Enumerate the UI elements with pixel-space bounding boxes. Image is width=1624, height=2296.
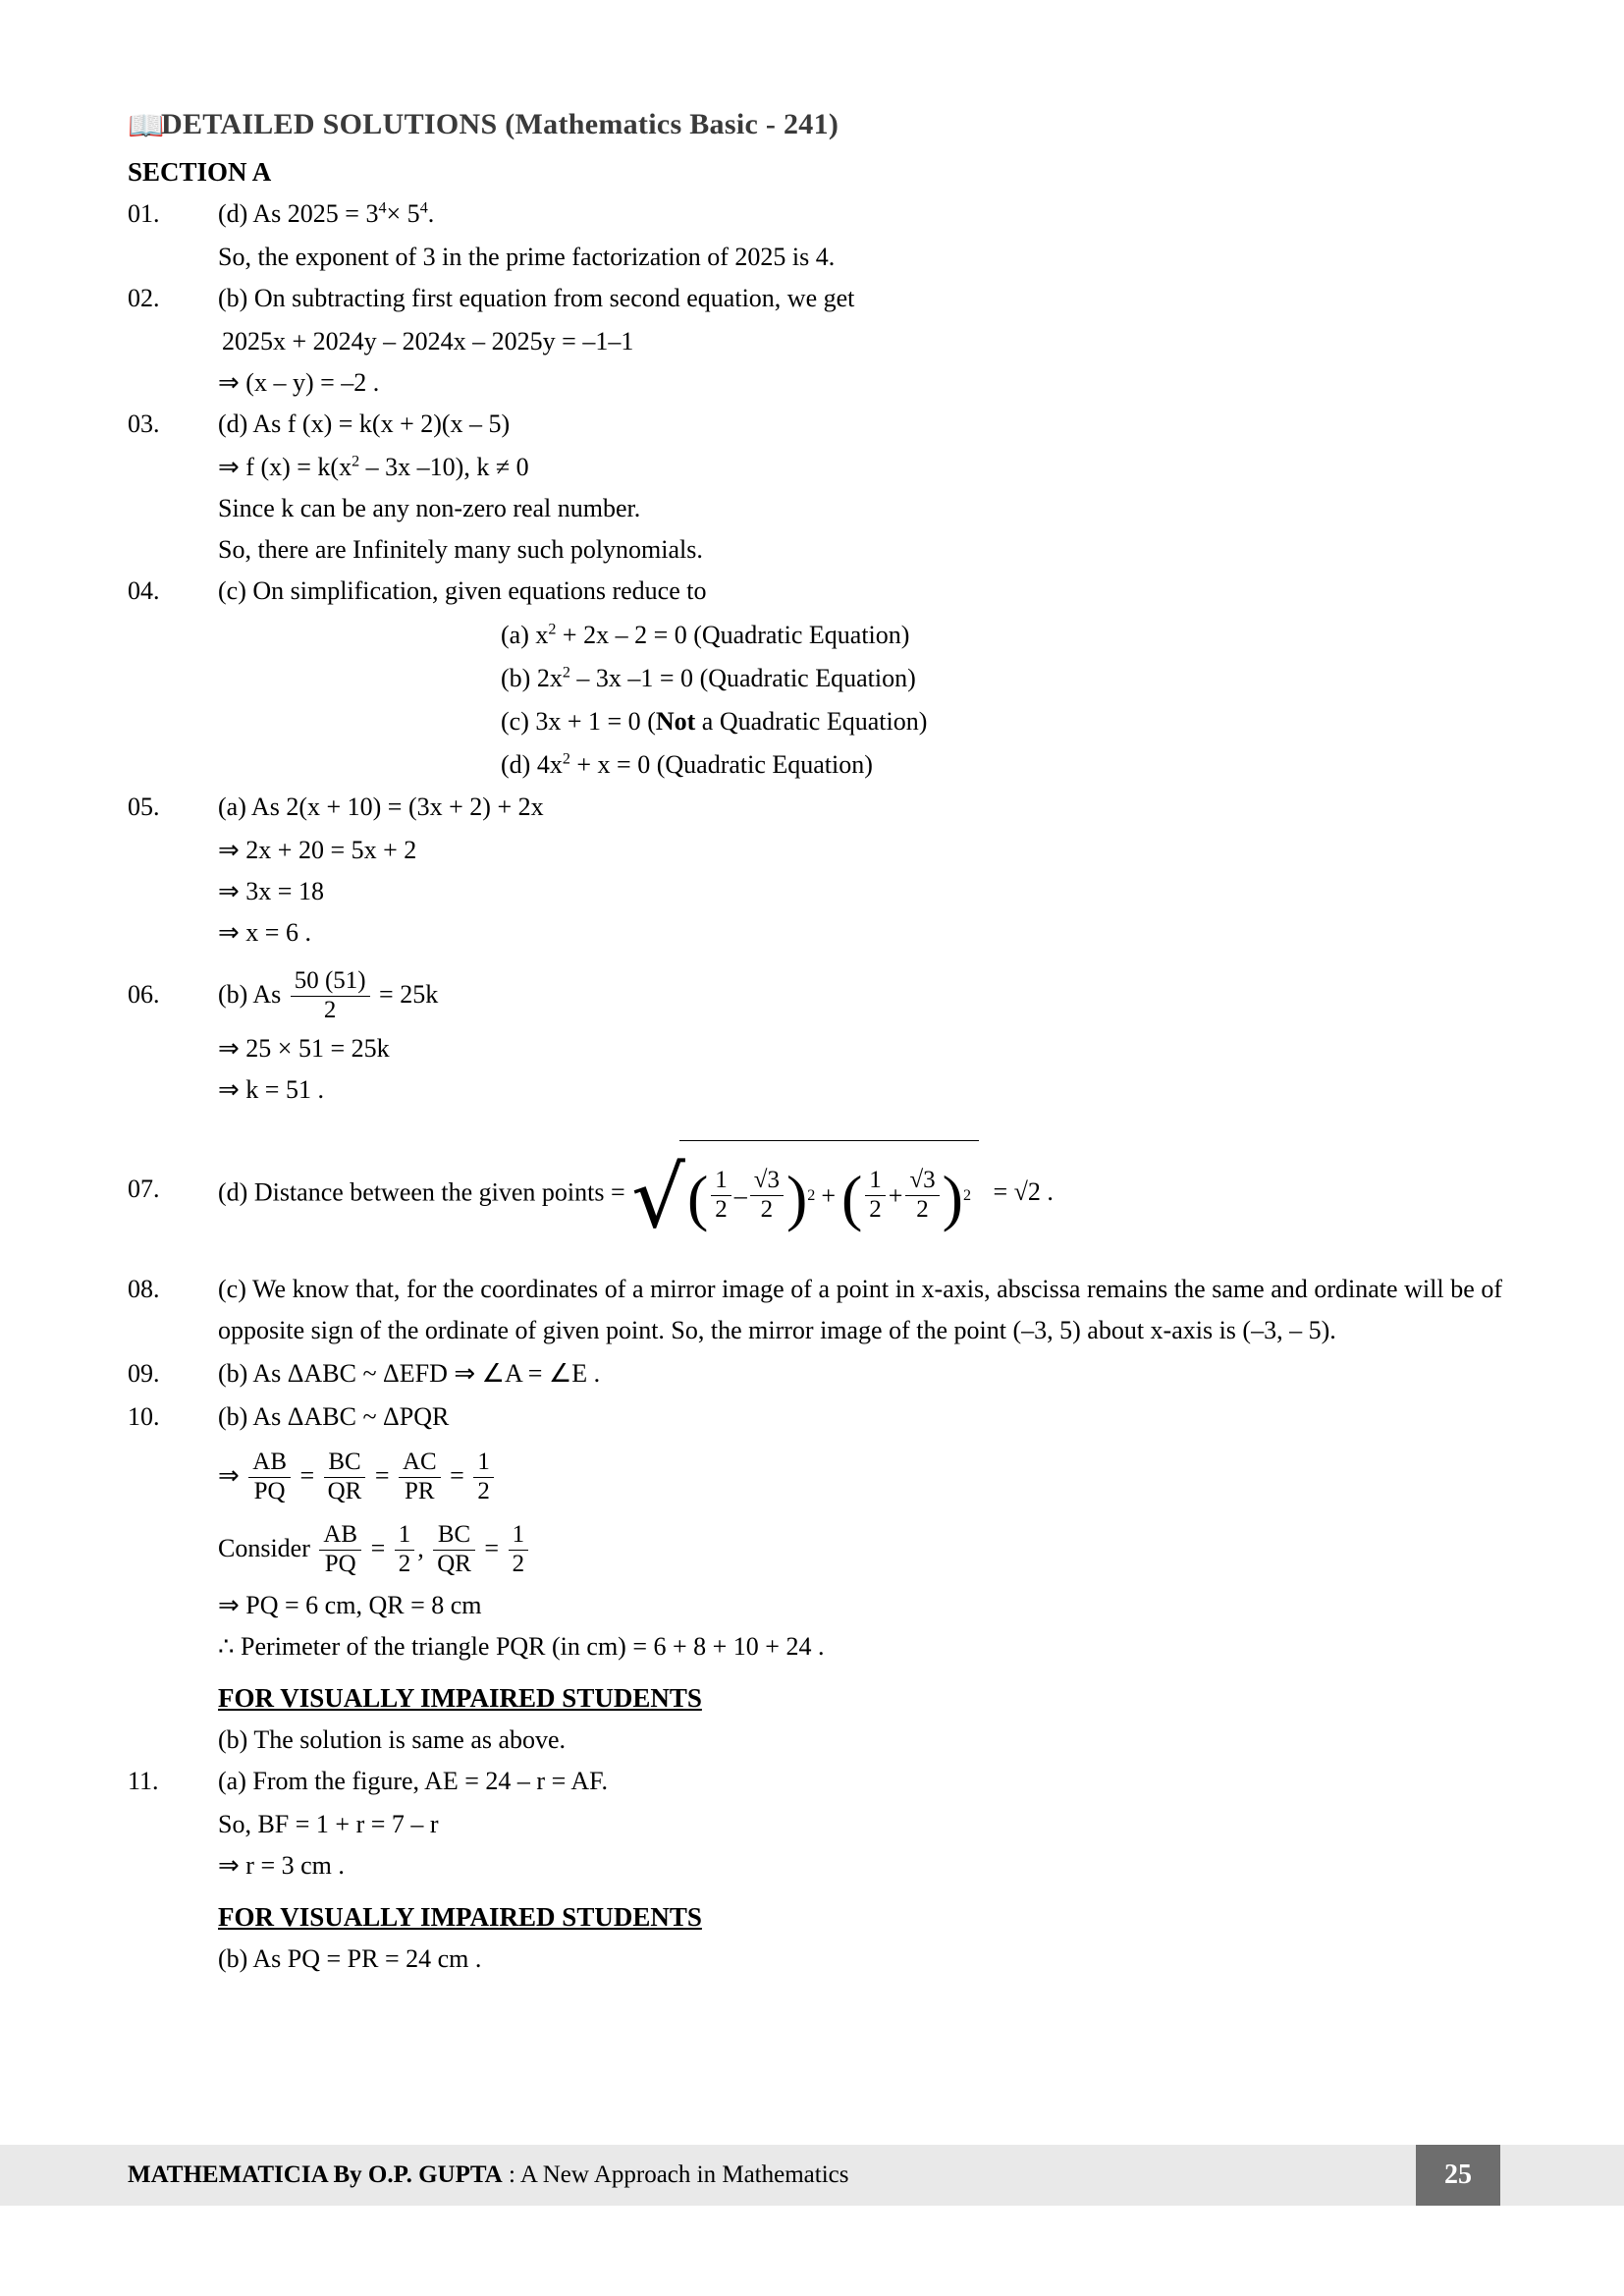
q10-f1-den: PQ [248,1477,291,1506]
q04-opt-a-note: (Quadratic Equation) [693,621,910,649]
q11-visually-impaired-text: (b) As PQ = PR = 24 cm . [218,1944,482,1973]
q06-fraction [291,967,370,1024]
q06-prefix: (b) As [218,980,282,1009]
q07-rhs: = √2 . [993,1177,1054,1207]
q04-option-c: (c) 3x + 1 = 0 (Not a Quadratic Equation) [501,707,928,736]
q04-opt-b-exp: 2 [562,664,570,682]
q07-prefix: (d) Distance between the given points = [218,1177,625,1207]
q07-frac-1 [711,1167,731,1224]
q07-frac-4 [905,1167,939,1224]
q04-option-b [501,657,1502,700]
q02-line1: (b) On subtracting first equation from second equation, we get [218,284,855,312]
q04-line1: (c) On simplification, given equations reduce to [218,576,707,605]
solution-row [128,404,1502,445]
q01-exp2: 4 [419,199,428,217]
q07-f3-den: 2 [865,1195,885,1225]
page-number: 25 [1416,2145,1500,2206]
q04-opt-c-note: a Quadratic Equation) [701,707,928,736]
q04-opt-b-eq: – 3x –1 = 0 [576,664,694,692]
q04-opt-d-note: (Quadratic Equation) [656,750,873,779]
q06-line2: ⇒ 25 × 51 = 25k [218,1034,390,1063]
document-content [128,108,1502,1980]
q06-line1 [218,963,1502,1026]
solution-row [128,787,1502,828]
q03-line2-exp: 2 [352,453,360,470]
q10-f4-den: 2 [473,1477,493,1506]
section-heading: SECTION A [128,157,272,187]
solution-number: 11. [128,1767,159,1795]
solution-number: 02. [128,284,160,312]
sqrt-icon: √ [631,1149,685,1248]
book-icon: 📖 [128,110,165,142]
q06-denominator: 2 [291,996,370,1025]
q10-c1-den: PQ [319,1550,361,1579]
q07-line1 [218,1140,1502,1249]
visually-impaired-heading-2: FOR VISUALLY IMPAIRED STUDENTS [218,1902,702,1932]
q04-opt-d-label: (d) 4x [501,750,563,779]
q10-line4: ⇒ PQ = 6 cm, QR = 8 cm [218,1591,482,1619]
q10-c1-num: AB [323,1520,358,1548]
q10-frac-ab-pq [248,1449,291,1505]
q10-f4-num: 1 [477,1448,490,1475]
q07-frac-2 [750,1167,784,1224]
q11-line2: So, BF = 1 + r = 7 – r [218,1810,439,1838]
q10-frac-ac-pr [399,1449,441,1505]
footer-brand: MATHEMATICIA By O.P. GUPTA [128,2161,503,2188]
q07-f4-den: 2 [905,1195,939,1225]
q11-line3: ⇒ r = 3 cm . [218,1851,345,1880]
page-title [128,108,1502,143]
solution-row [128,1396,1502,1438]
solution-number: 01. [128,199,160,228]
page-footer [0,2145,1624,2206]
solution-number: 05. [128,793,160,821]
q05-line3: ⇒ 3x = 18 [218,877,324,905]
solution-number: 09. [128,1359,160,1388]
solution-row [128,571,1502,612]
q07-frac-3 [865,1167,885,1224]
q03-line2a: ⇒ f (x) = k(x [218,453,352,481]
q10-line3 [218,1512,1502,1585]
q07-minus: – [733,1181,747,1210]
q07-f2-den: 2 [750,1195,784,1225]
q10-c4-num: 1 [512,1520,525,1548]
solution-row [128,1353,1502,1394]
q10-eq3: = [450,1461,464,1490]
paren-open-icon-2: ( [840,1162,863,1232]
q10-arrow: ⇒ [218,1461,240,1490]
q04-opt-d-exp: 2 [562,750,570,768]
q07-f2-num: √3 [753,1166,780,1193]
q05-line2: ⇒ 2x + 20 = 5x + 2 [218,836,417,864]
q04-opt-c-bold: Not [655,707,696,736]
q10-comma: , [417,1534,424,1562]
q02-line2: 2025x + 2024y – 2024x – 2025y = –1–1 [222,327,634,355]
solution-row [128,278,1502,319]
q10-ceq2: = [484,1534,500,1562]
q10-eq2: = [374,1461,390,1490]
q03-line3: Since k can be any non-zero real number. [218,494,641,522]
q11-line1: (a) From the figure, AE = 24 – r = AF. [218,1767,608,1795]
solution-row [128,193,1502,235]
q06-line3: ⇒ k = 51 . [218,1075,324,1104]
q08-text: (c) We know that, for the coordinates of a mirror image of a point in x-axis, abscissa remains the same and ordinate will be of opposite sign of the ordinate of given point. So, the mirror image of the point (–3, 5) about x-axis is (–3, – 5). [218,1275,1502,1344]
q04-option-a [501,614,1502,657]
q10-f1-num: AB [252,1448,287,1475]
q07-f1-num: 1 [715,1166,728,1193]
q04-opt-a-label: (a) x [501,621,549,649]
q10-f3-num: AC [402,1448,437,1475]
q01-lhs: 2025 = 3 [287,199,379,228]
q06-numerator: 50 (51) [294,966,366,994]
q10-f2-den: QR [324,1477,366,1506]
q10-c3 [433,1521,475,1578]
paren-close-icon: ) [785,1162,808,1232]
footer-text [128,2161,848,2189]
q10-c3-den: QR [433,1550,475,1579]
page-title-text: DETAILED SOLUTIONS (Mathematics Basic - 241) [161,108,839,140]
q04-option-d [501,743,1502,787]
q10-f2-num: BC [328,1448,361,1475]
footer-tagline: : A New Approach in Mathematics [509,2161,849,2188]
q01-prefix: (d) As [218,199,282,228]
solution-number: 08. [128,1275,160,1303]
solution-body [218,193,1502,235]
q04-options [501,614,1502,787]
q05-line1: (a) As 2(x + 10) = (3x + 2) + 2x [218,793,544,821]
q03-line4: So, there are Infinitely many such polynomials. [218,535,703,564]
q10-line5: ∴ Perimeter of the triangle PQR (in cm) = 6 + 8 + 10 + 24 . [218,1632,825,1661]
visually-impaired-heading: FOR VISUALLY IMPAIRED STUDENTS [218,1683,702,1713]
q07-plus2: + [888,1181,903,1210]
q10-eq1: = [299,1461,315,1490]
solution-row [128,1140,1502,1249]
solution-number: 06. [128,980,160,1009]
solution-number: 10. [128,1402,160,1431]
q01-period: . [427,199,435,228]
q01-line2: So, the exponent of 3 in the prime factorization of 2025 is 4. [218,243,836,271]
paren-close-icon-2: ) [942,1162,963,1232]
q10-c1 [319,1521,361,1578]
q04-opt-d-eq: + x = 0 [576,750,651,779]
q03-line2 [218,447,1502,488]
q07-f3-num: 1 [869,1166,882,1193]
q07-f1-den: 2 [711,1195,731,1225]
q10-c3-num: BC [437,1520,471,1548]
q04-opt-c-label: (c) 3x + 1 = 0 [501,707,641,736]
q07-f4-num: √3 [909,1166,936,1193]
q04-opt-a-exp: 2 [548,621,557,638]
paren-open-icon: ( [686,1162,709,1232]
q05-line4: ⇒ x = 6 . [218,918,311,947]
q10-c2-num: 1 [398,1520,411,1548]
q03-line1: (d) As f (x) = k(x + 2)(x – 5) [218,410,511,438]
q10-c2-den: 2 [395,1550,414,1579]
q07-radicand: ( $\frac{1}{2}$ – $\frac{√3}{2}$ ) 2 + ( $\frac{1}{2}$ + $\frac{√3}{2}$ ) 2 [679,1140,979,1249]
q03-line2b: – 3x –10), k ≠ 0 [365,453,529,481]
q04-opt-b-note: (Quadratic Equation) [699,664,916,692]
q10-frac-half [473,1449,493,1505]
q10-line1: (b) As ΔABC ~ ΔPQR [218,1402,450,1431]
q07-radical [631,1140,979,1249]
q10-visually-impaired-text: (b) The solution is same as above. [218,1725,567,1754]
q10-ceq1: = [370,1534,386,1562]
solution-number: 04. [128,576,160,605]
q10-c4 [509,1521,528,1578]
q10-consider: Consider [218,1534,310,1562]
solution-row [128,1761,1502,1802]
q01-exp1: 4 [378,199,387,217]
q10-frac-bc-qr [324,1449,366,1505]
solution-number: 03. [128,410,160,438]
q04-opt-a-eq: + 2x – 2 = 0 [562,621,687,649]
q01-times: × 5 [386,199,420,228]
q07-plus: + [821,1181,836,1210]
q10-f3-den: PR [399,1477,441,1506]
q10-c2 [395,1521,414,1578]
q01-equation [288,199,434,228]
solution-number: 07. [128,1175,160,1203]
q04-opt-b-label: (b) 2x [501,664,563,692]
q06-rhs: = 25k [379,980,439,1009]
solution-row [128,963,1502,1026]
q09-text: (b) As ΔABC ~ ΔEFD ⇒ ∠A = ∠E . [218,1359,601,1388]
solution-row [128,1269,1502,1351]
q02-line3: ⇒ (x – y) = –2 . [218,368,380,397]
q10-c4-den: 2 [509,1550,528,1579]
q10-line2 [218,1440,1502,1512]
